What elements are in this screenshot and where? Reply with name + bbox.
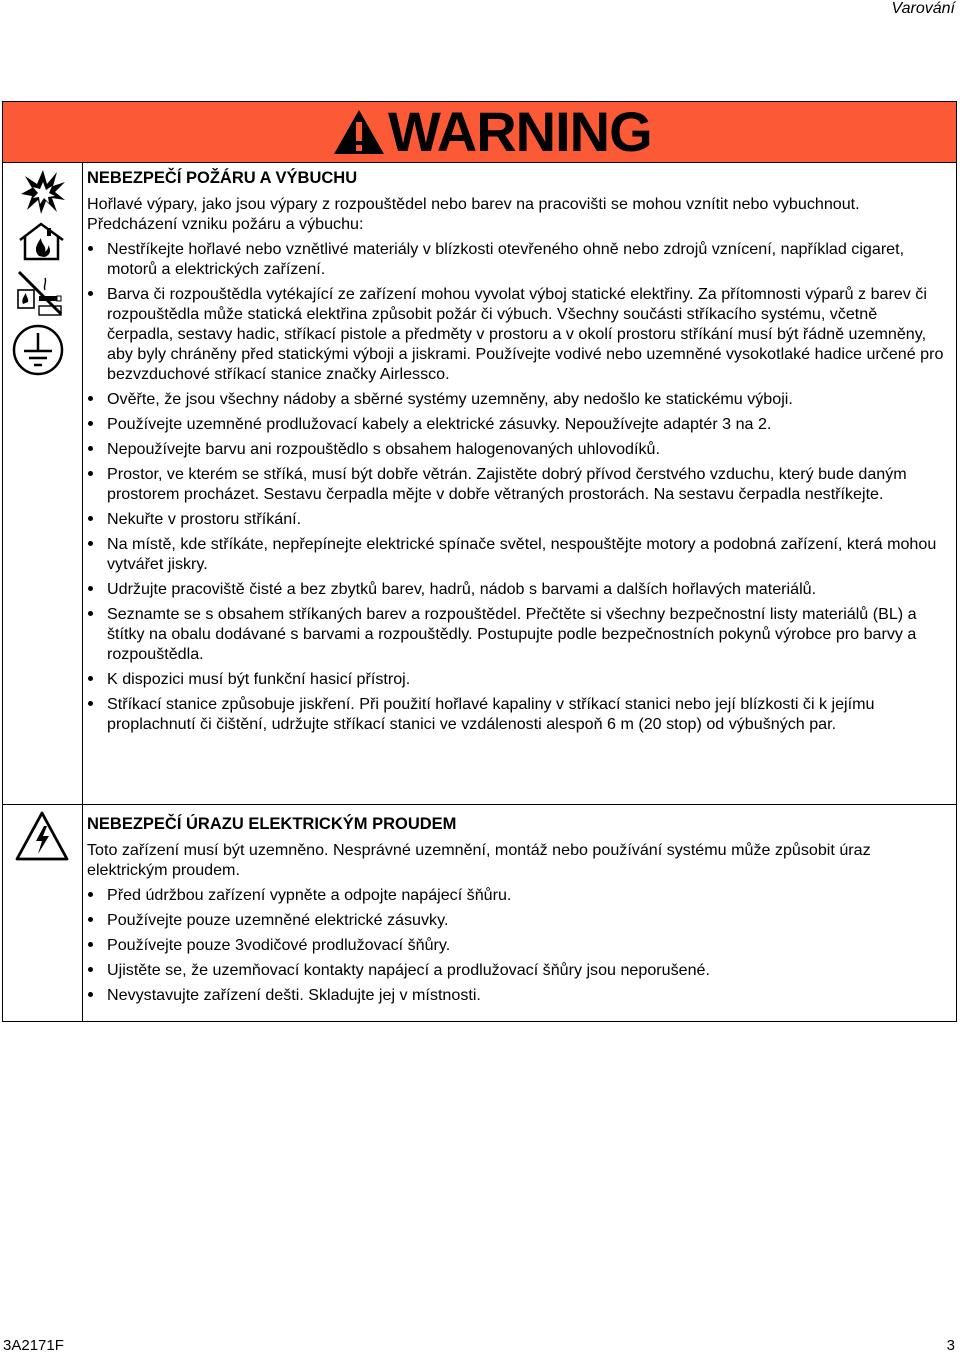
- list-item: Používejte pouze uzemněné elektrické zásuvky.: [87, 910, 947, 930]
- electric-shock-icon: [14, 810, 70, 862]
- list-item: Barva či rozpouštědla vytékající ze zařízení mohou vyvolat výboj statické elektřiny. Za přítomnosti výparů z barev či rozpouštědla může statická elektřina způsobit požár či výbuch. Všechny součásti stříkacího systému, včetně čerpadla, sestavy hadic, stříkací pistole a předměty v prostoru a v okolí prostoru stříkání musí být řádně uzemněny, aby byly chráněny před statickými výboji a jiskrami. Používejte vodivé nebo uzemněné vysokotlaké hadice určené pro bezvzduchové stříkací stanice značky Airlessco.: [87, 284, 947, 384]
- electric-section-title: NEBEZPEČÍ ÚRAZU ELEKTRICKÝM PROUDEM: [87, 815, 457, 833]
- warning-title: [332, 99, 652, 164]
- list-item: Seznamte se s obsahem stříkaných barev a rozpouštědel. Přečtěte si všechny bezpečnostní listy materiálů (BL) a štítky na obalu dodávané s barvami a rozpouštědly. Postupujte podle bezpečnostních pokynů výrobce pro barvy a rozpouštědla.: [87, 604, 947, 664]
- list-item: Nevystavujte zařízení dešti. Skladujte jej v místnosti.: [87, 985, 947, 1005]
- warning-title-text: WARNING: [388, 100, 652, 163]
- section-divider: [3, 804, 956, 805]
- no-smoking-no-flame-icon: [15, 268, 65, 318]
- electric-precautions-list: [87, 885, 947, 1005]
- warning-banner: [3, 102, 956, 163]
- list-item: Používejte pouze 3vodičové prodlužovací šňůry.: [87, 935, 947, 955]
- warning-triangle-icon: [332, 108, 386, 156]
- fire-precautions-list: [87, 239, 947, 734]
- list-item: Ověřte, že jsou všechny nádoby a sběrné systémy uzemněny, aby nedošlo ke statickému výboji.: [87, 389, 947, 409]
- list-item: Nekuřte v prostoru stříkání.: [87, 509, 947, 529]
- list-item: Používejte uzemněné prodlužovací kabely a elektrické zásuvky. Nepoužívejte adaptér 3 na 2.: [87, 414, 947, 434]
- list-item: Udržujte pracoviště čisté a bez zbytků barev, hadrů, nádob s barvami a dalších hořlavých materiálů.: [87, 579, 947, 599]
- fire-house-icon: [17, 220, 67, 262]
- document-number: 3A2171F: [3, 1337, 64, 1354]
- electric-shock-section: [87, 814, 947, 1010]
- list-item: Na místě, kde stříkáte, nepřepínejte elektrické spínače světel, nespouštějte motory a podobná zařízení, která mohou vytvářet jiskry.: [87, 534, 947, 574]
- electric-section-intro: Toto zařízení musí být uzemněno. Nesprávné uzemnění, montáž nebo používání systému může způsobit úraz elektrickým proudem.: [87, 841, 871, 879]
- ground-icon: [12, 324, 64, 376]
- page-number: 3: [946, 1337, 955, 1354]
- list-item: Nestříkejte hořlavé nebo vznětlivé materiály v blízkosti otevřeného ohně nebo zdrojů vznícení, například cigaret, motorů a elektrických zařízení.: [87, 239, 947, 279]
- list-item: Před údržbou zařízení vypněte a odpojte napájecí šňůru.: [87, 885, 947, 905]
- list-item: Stříkací stanice způsobuje jiskření. Při použití hořlavé kapaliny v stříkací stanici nebo její blízkosti či k jejímu proplachnutí či čištění, udržujte stříkací stanici ve vzdálenosti alespoň 6 m (20 stop) od výbušných par.: [87, 694, 947, 734]
- fire-section-title: NEBEZPEČÍ POŽÁRU A VÝBUCHU: [87, 169, 358, 187]
- list-item: K dispozici musí být funkční hasicí přístroj.: [87, 669, 947, 689]
- list-item: Prostor, ve kterém se stříká, musí být dobře větrán. Zajistěte dobrý přívod čerstvého vzduchu, který bude daným prostorem procházet. Sestavu čerpadla mějte v dobře větraných prostorách. Na sestavu čerpadla nestříkejte.: [87, 464, 947, 504]
- page-section-header: Varování: [891, 0, 955, 17]
- fire-explosion-section: [87, 168, 947, 739]
- explosion-icon: [19, 168, 67, 216]
- list-item: Ujistěte se, že uzemňovací kontakty napájecí a prodlužovací šňůry jsou neporušené.: [87, 960, 947, 980]
- icon-column-divider: [82, 162, 83, 1021]
- list-item: Nepoužívejte barvu ani rozpouštědlo s obsahem halogenovaných uhlovodíků.: [87, 439, 947, 459]
- fire-section-intro: Hořlavé výpary, jako jsou výpary z rozpouštědel nebo barev na pracovišti se mohou vznítit nebo vybuchnout. Předcházení vzniku požáru a výbuchu:: [87, 195, 860, 233]
